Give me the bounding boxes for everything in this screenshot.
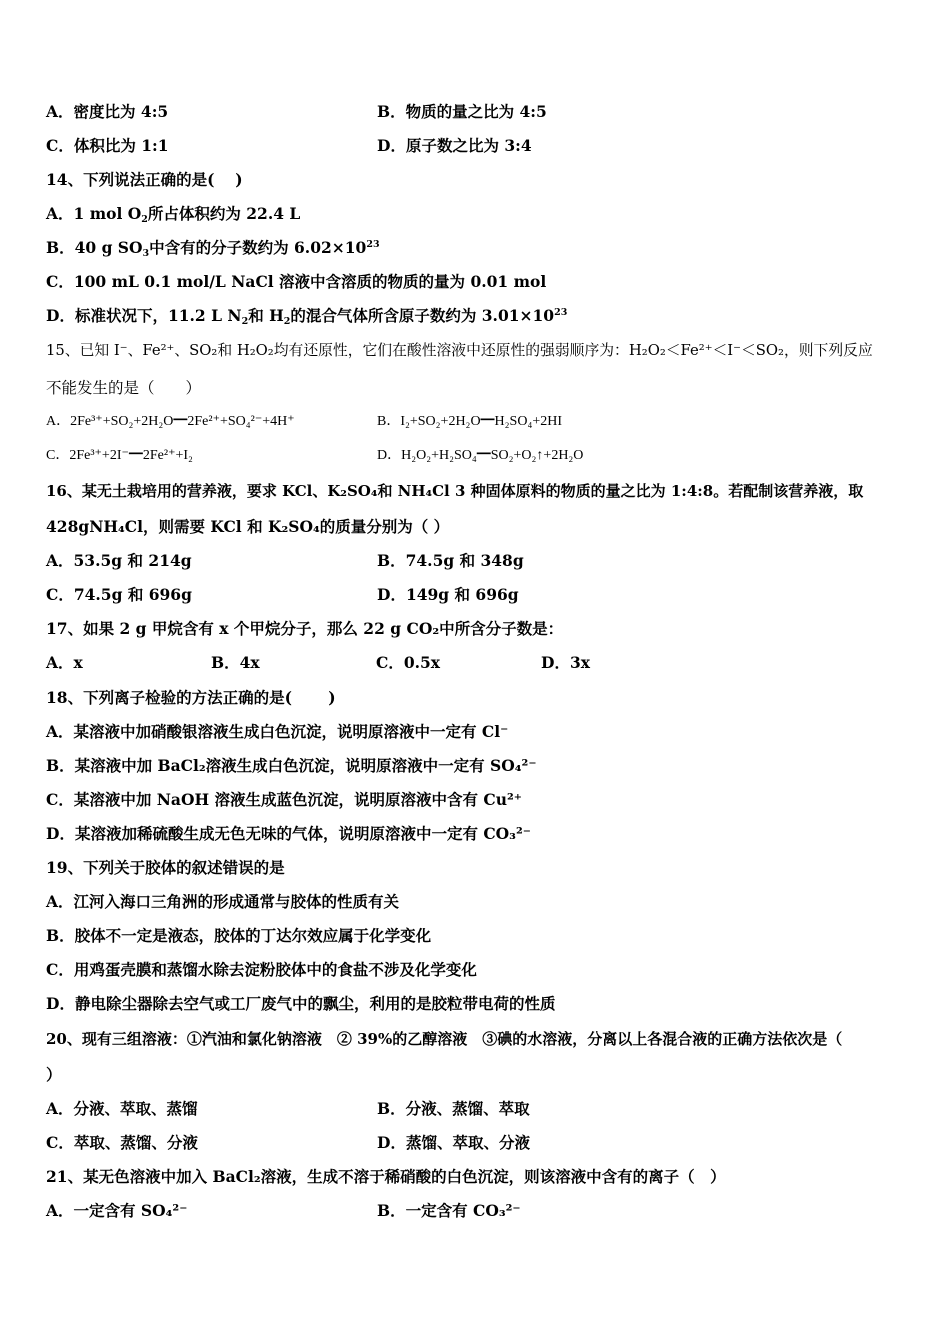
- q17-option-d: D．3x: [541, 653, 590, 672]
- q17-option-b: B．4x: [211, 653, 260, 672]
- q20-stem-line2: ）: [46, 1065, 62, 1084]
- q14-b-text: B．40 g SO: [46, 238, 143, 257]
- q14-d-sub2: 2: [283, 316, 291, 327]
- q14-stem: 14、下列说法正确的是( ): [46, 170, 243, 189]
- q14-b-mid: 中含有的分子数约为 6.02×10: [149, 238, 367, 257]
- q18-option-c: C．某溶液中加 NaOH 溶液生成蓝色沉淀，说明原溶液中含有 Cu²⁺: [46, 790, 522, 809]
- q13-option-d: D．原子数之比为 3:4: [377, 136, 532, 155]
- q13-option-a: A．密度比为 4:5: [46, 102, 169, 121]
- q14-a-rest: 所占体积约为 22.4 L: [147, 204, 301, 223]
- q15-option-b: B．I₂+SO₂+2H₂O━H₂SO₄+2HI: [377, 414, 562, 429]
- q14-d-sup: 23: [554, 307, 568, 318]
- q19-option-d: D．静电除尘器除去空气或工厂废气中的飘尘，利用的是胶粒带电荷的性质: [46, 994, 556, 1013]
- q14-b-sup: 23: [366, 239, 380, 250]
- q17-stem: 17、如果 2 g 甲烷含有 x 个甲烷分子，那么 22 g CO₂中所含分子数是：: [46, 619, 564, 638]
- q15-stem-line1: 15、已知 I⁻、Fe²⁺、SO₂和 H₂O₂均有还原性，它们在酸性溶液中还原性的强弱顺序为：H₂O₂＜Fe²⁺＜I⁻＜SO₂，则下列反应: [46, 342, 873, 359]
- q14-option-b: [46, 236, 380, 260]
- q21-option-a: A．一定含有 SO₄²⁻: [46, 1201, 188, 1220]
- q14-option-d: [46, 304, 567, 328]
- q14-b-sub: 3: [142, 248, 150, 259]
- q14-d-rest: 的混合气体所含原子数约为 3.01×10: [290, 306, 555, 325]
- q14-d-mid: 和 H: [248, 306, 284, 325]
- q16-stem-line2: 428gNH₄Cl，则需要 KCl 和 K₂SO₄的质量分别为（ ）: [46, 517, 450, 536]
- q19-option-b: B．胶体不一定是液态，胶体的丁达尔效应属于化学变化: [46, 926, 432, 945]
- q20-stem-line1: 20、现有三组溶液：①汽油和氯化钠溶液 ② 39%的乙醇溶液 ③碘的水溶液，分离以上各混合液的正确方法依次是（: [46, 1030, 843, 1048]
- q14-a-sub: 2: [141, 214, 148, 225]
- q17-option-a: A．x: [46, 653, 83, 672]
- q18-option-d: D．某溶液加稀硫酸生成无色无味的气体，说明原溶液中一定有 CO₃²⁻: [46, 824, 531, 843]
- q19-option-c: C．用鸡蛋壳膜和蒸馏水除去淀粉胶体中的食盐不涉及化学变化: [46, 960, 477, 979]
- q14-option-c: C．100 mL 0.1 mol/L NaCl 溶液中含溶质的物质的量为 0.01 mol: [46, 272, 547, 291]
- q13-option-c: C．体积比为 1:1: [46, 136, 169, 155]
- q15-option-a: A．2Fe³⁺+SO₂+2H₂O━2Fe²⁺+SO₄²⁻+4H⁺: [46, 414, 295, 429]
- q20-option-d: D．蒸馏、萃取、分液: [377, 1133, 530, 1152]
- q18-option-b: B．某溶液中加 BaCl₂溶液生成白色沉淀，说明原溶液中一定有 SO₄²⁻: [46, 756, 537, 775]
- q16-option-b: B．74.5g 和 348g: [377, 551, 524, 570]
- q15-stem-line2: 不能发生的是（ ）: [46, 379, 202, 397]
- q19-option-a: A．江河入海口三角洲的形成通常与胶体的性质有关: [46, 892, 400, 911]
- q21-option-b: B．一定含有 CO₃²⁻: [377, 1201, 521, 1220]
- q16-stem-line1: 16、某无土栽培用的营养液，要求 KCl、K₂SO₄和 NH₄Cl 3 种固体原料的物质的量之比为 1:4:8。若配制该营养液，取: [46, 482, 864, 500]
- q14-d-sub1: 2: [241, 316, 249, 327]
- q21-stem: 21、某无色溶液中加入 BaCl₂溶液，生成不溶于稀硝酸的白色沉淀，则该溶液中含有的离子（ ）: [46, 1167, 726, 1186]
- q17-option-c: C．0.5x: [376, 653, 441, 672]
- q14-d-text: D．标准状况下，11.2 L N: [46, 306, 242, 325]
- q20-option-a: A．分液、萃取、蒸馏: [46, 1099, 198, 1118]
- q16-option-d: D．149g 和 696g: [377, 585, 519, 604]
- q16-option-a: A．53.5g 和 214g: [46, 551, 192, 570]
- q14-a-text: A．1 mol O: [46, 204, 142, 223]
- q15-option-c: C．2Fe³⁺+2I⁻━2Fe²⁺+I₂: [46, 448, 193, 463]
- q18-option-a: A．某溶液中加硝酸银溶液生成白色沉淀，说明原溶液中一定有 Cl⁻: [46, 722, 509, 741]
- q15-option-d: D．H₂O₂+H₂SO₄━SO₂+O₂↑+2H₂O: [377, 448, 584, 463]
- q19-stem: 19、下列关于胶体的叙述错误的是: [46, 858, 285, 877]
- q20-option-b: B．分液、蒸馏、萃取: [377, 1099, 530, 1118]
- q13-option-b: B．物质的量之比为 4:5: [377, 102, 547, 121]
- q20-option-c: C．萃取、蒸馏、分液: [46, 1133, 198, 1152]
- q16-option-c: C．74.5g 和 696g: [46, 585, 192, 604]
- q18-stem: 18、下列离子检验的方法正确的是( ): [46, 688, 336, 707]
- q14-option-a: [46, 202, 300, 226]
